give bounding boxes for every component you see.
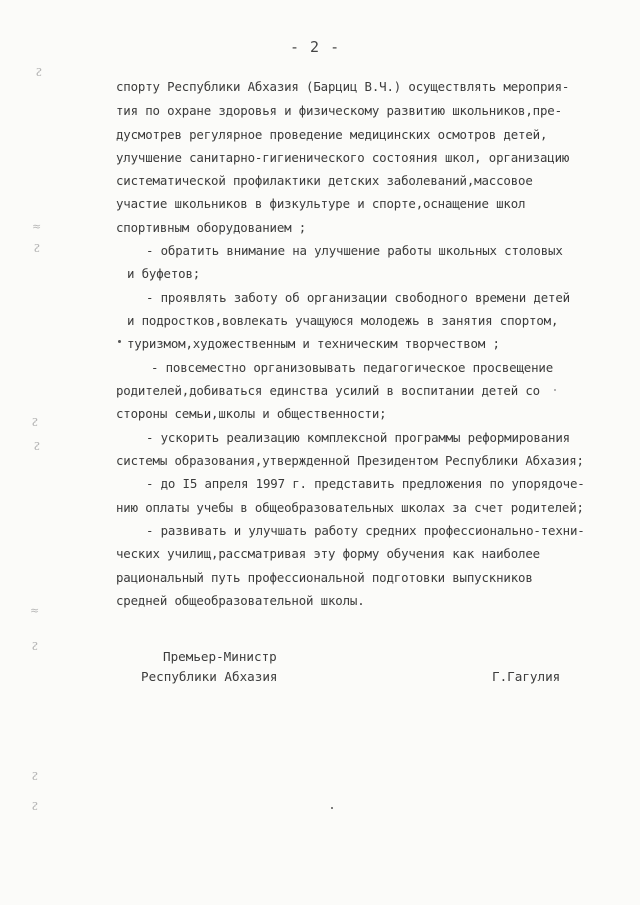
text-line: спортивным оборудованием ; <box>116 220 307 235</box>
scan-speck <box>331 807 333 809</box>
text-line: нию оплаты учебы в общеобразовательных школах за счет родителей; <box>116 500 584 515</box>
scan-mark: ≈ <box>32 220 42 233</box>
scan-mark: ᴤ <box>32 416 38 429</box>
text-line: и буфетов; <box>127 266 201 281</box>
scan-speck <box>554 389 556 391</box>
signatory-title-line1: Премьер-Министр <box>163 649 277 664</box>
text-line: участие школьников в физкультуре и спорте,оснащение школ <box>116 196 526 211</box>
text-line: средней общеобразовательной школы. <box>116 593 365 608</box>
text-line: - проявлять заботу об организации свободного времени детей <box>146 290 570 305</box>
text-line: улучшение санитарно-гигиенического состояния школ, организацию <box>116 150 570 165</box>
text-line: спорту Республики Абхазия (Барциц В.Ч.) осуществлять мероприя- <box>116 79 570 94</box>
scan-mark: ᴤ <box>34 440 40 453</box>
text-line: и подростков,вовлекать учащуюся молодежь в занятия спортом, <box>127 313 559 328</box>
text-line: дусмотрев регулярное проведение медицинских осмотров детей, <box>116 127 548 142</box>
text-line: рациональный путь профессиональной подготовки выпускников <box>116 570 533 585</box>
page-number: - 2 - <box>290 38 341 56</box>
text-line: туризмом,художественным и техническим творчеством ; <box>127 336 500 351</box>
scan-mark: ᴤ <box>34 242 40 255</box>
text-line: стороны семьи,школы и общественности; <box>116 406 387 421</box>
text-line: тия по охране здоровья и физическому развитию школьников,пре- <box>116 103 562 118</box>
text-line: системы образования,утвержденной Президентом Республики Абхазия; <box>116 453 584 468</box>
scan-mark: ᴤ <box>32 800 38 813</box>
text-line: - развивать и улучшать работу средних профессионально-техни- <box>146 523 585 538</box>
signatory-title-line2: Республики Абхазия <box>141 669 278 684</box>
scan-mark: ᴤ <box>32 640 38 653</box>
scan-mark: ≈ <box>30 604 40 617</box>
text-line: - ускорить реализацию комплексной программы реформирования <box>146 430 570 445</box>
text-line: систематической профилактики детских заболеваний,массовое <box>116 173 533 188</box>
text-line: - обратить внимание на улучшение работы школьных столовых <box>146 243 563 258</box>
scan-mark: ᴤ <box>32 770 38 783</box>
scan-speck <box>118 340 121 343</box>
scan-mark: ᴤ <box>36 66 42 79</box>
text-line: - до I5 апреля 1997 г. представить предложения по упорядоче- <box>146 476 585 491</box>
text-line: ческих училищ,рассматривая эту форму обучения как наиболее <box>116 546 540 561</box>
text-line: родителей,добиваться единства усилий в воспитании детей со <box>116 383 540 398</box>
text-line: - повсеместно организовывать педагогическое просвещение <box>151 360 554 375</box>
signatory-name: Г.Гагулия <box>492 669 561 684</box>
